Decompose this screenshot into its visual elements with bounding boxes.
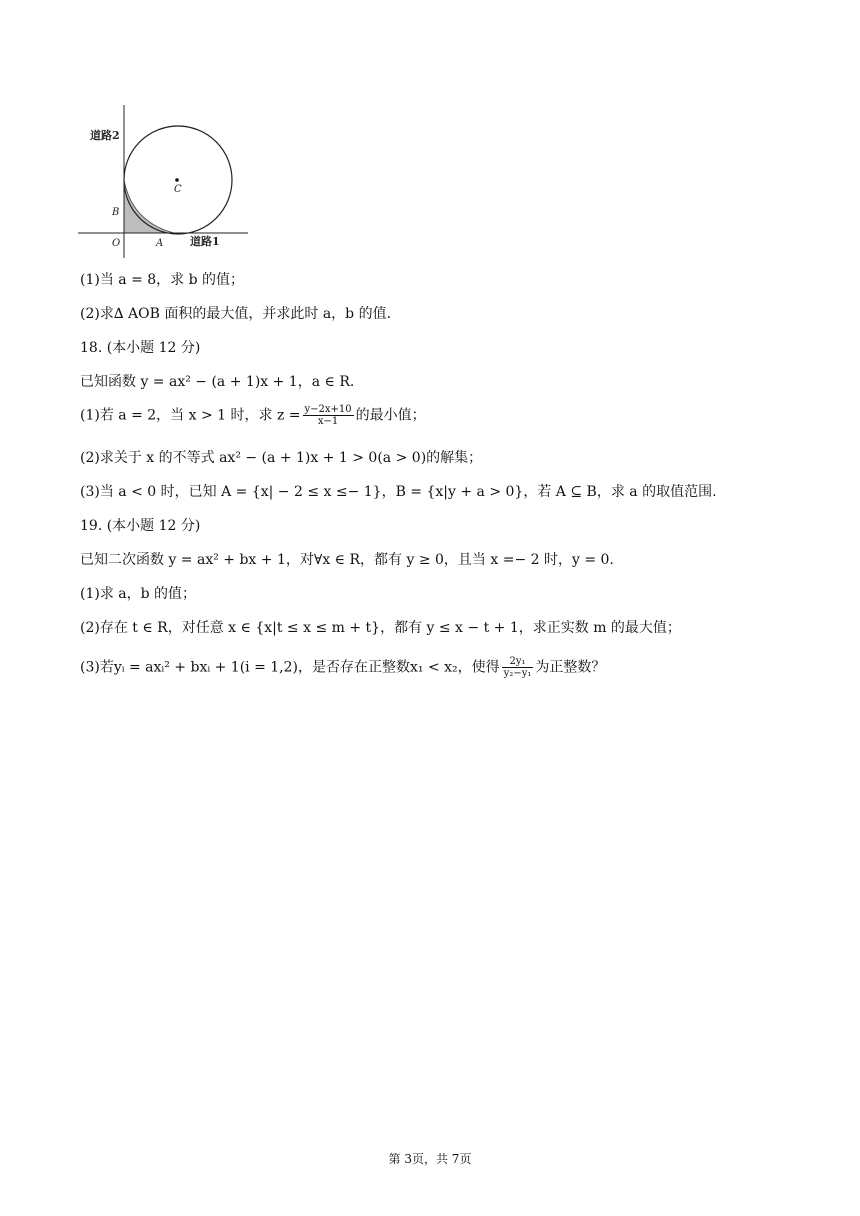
geometry-figure bbox=[76, 100, 256, 262]
q19-stem: 已知二次函数 y = ax² + bx + 1，对∀x ∈ R，都有 y ≥ 0，且当 x =− 2 时，y = 0. bbox=[80, 552, 614, 568]
page-footer: 第 3页，共 7页 bbox=[388, 1152, 472, 1166]
label-o: O bbox=[112, 238, 121, 249]
q18-part1 bbox=[80, 404, 426, 427]
q19-part1: (1)求 a，b 的值； bbox=[80, 586, 197, 602]
q18-part2: (2)求关于 x 的不等式 ax² − (a + 1)x + 1 > 0(a > 0)的解集； bbox=[80, 450, 483, 466]
q18-part3: (3)当 a < 0 时，已知 A = {x| − 2 ≤ x ≤− 1}，B = {x|y + a > 0}，若 A ⊆ B，求 a 的取值范围. bbox=[80, 484, 717, 500]
q18-fraction-den: x−1 bbox=[317, 416, 339, 427]
q18-fraction bbox=[303, 404, 354, 427]
q19-part3-post: 为正整数？ bbox=[535, 659, 606, 676]
q18-part1-pre: (1)若 a = 2，当 x > 1 时，求 z = bbox=[80, 407, 301, 424]
road-2-label: 道路2 bbox=[90, 129, 120, 142]
center-point bbox=[175, 178, 179, 182]
q18-part1-post: 的最小值； bbox=[355, 407, 426, 424]
q17-part1: (1)当 a = 8，求 b 的值； bbox=[80, 272, 245, 288]
q19-header: 19. (本小题 12 分) bbox=[80, 518, 201, 534]
q18-header: 18. (本小题 12 分) bbox=[80, 340, 201, 356]
q17-part2: (2)求∆ AOB 面积的最大值，并求此时 a，b 的值. bbox=[80, 306, 392, 322]
q19-part3 bbox=[80, 656, 605, 679]
q18-fraction-num: y−2x+10 bbox=[304, 404, 352, 415]
q19-part3-pre: (3)若yᵢ = axᵢ² + bxᵢ + 1(i = 1,2)，是否存在正整数x₁ < x₂，使得 bbox=[80, 659, 500, 676]
label-c: C bbox=[174, 184, 182, 195]
label-a: A bbox=[156, 238, 164, 249]
label-b: B bbox=[112, 207, 120, 218]
q19-fraction-den: y₂−y₁ bbox=[503, 668, 532, 679]
q19-fraction-num: 2y₁ bbox=[502, 656, 534, 668]
q18-stem: 已知函数 y = ax² − (a + 1)x + 1，a ∈ R. bbox=[80, 374, 355, 390]
road-1-label: 道路1 bbox=[190, 235, 220, 248]
q19-part2: (2)存在 t ∈ R，对任意 x ∈ {x|t ≤ x ≤ m + t}，都有 y ≤ x − t + 1，求正实数 m 的最大值； bbox=[80, 620, 681, 636]
q19-fraction bbox=[502, 656, 534, 679]
